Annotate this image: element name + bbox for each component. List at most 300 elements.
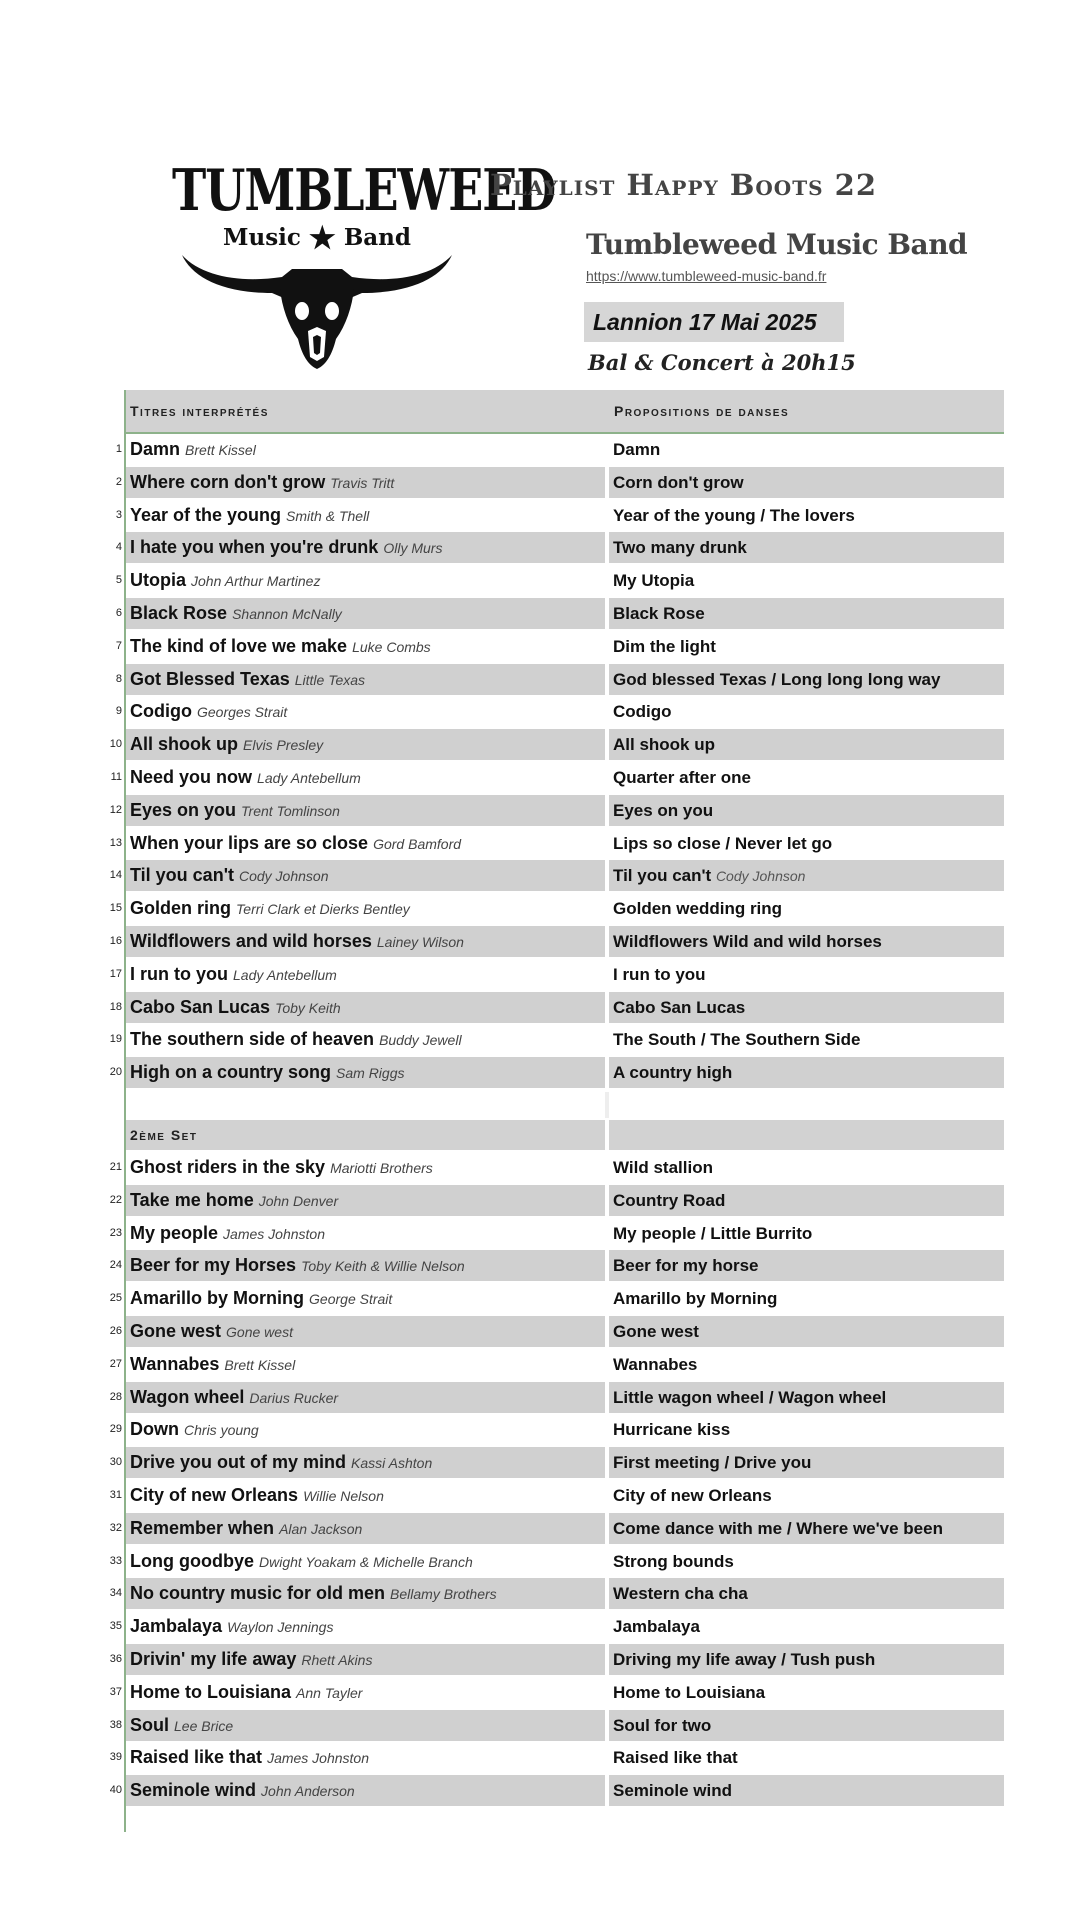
song-title [130, 434, 256, 466]
dance-proposal [613, 1611, 700, 1642]
band-logo [172, 155, 556, 370]
song-artist: Trent Tomlinson [241, 802, 340, 819]
dance-name: All shook up [613, 735, 715, 755]
row-number: 23 [109, 1226, 122, 1239]
dance-proposal [613, 926, 882, 957]
dance-proposal [613, 1152, 713, 1183]
table-row [100, 631, 1004, 662]
table-row [100, 729, 1004, 760]
row-number: 36 [109, 1653, 122, 1665]
song-artist: Sam Riggs [336, 1065, 405, 1082]
song-artist: Kassi Ashton [351, 1455, 433, 1472]
song-name: Codigo [130, 701, 192, 722]
band-website-link[interactable]: https://www.tumbleweed-music-band.fr [586, 268, 827, 284]
table-row [100, 696, 1004, 727]
dance-proposal [613, 565, 694, 596]
song-artist: Lady Antebellum [257, 770, 361, 786]
column-divider [605, 1447, 609, 1478]
row-number: 31 [109, 1489, 122, 1501]
song-artist: Willie Nelson [303, 1488, 384, 1504]
table-row [100, 1152, 1004, 1183]
table-row [100, 1546, 1004, 1577]
row-number: 38 [109, 1718, 122, 1731]
song-name: Where corn don't grow [130, 471, 326, 492]
row-number: 3 [115, 508, 122, 521]
dance-name: Amarillo by Morning [613, 1289, 778, 1309]
column-header-dances: Propositions de danses [614, 403, 790, 419]
song-title [130, 1611, 333, 1643]
row-number: 22 [109, 1193, 122, 1206]
dance-name: City of new Orleans [613, 1486, 772, 1505]
song-title [130, 828, 461, 860]
table-row [100, 1644, 1004, 1675]
song-title [130, 532, 442, 564]
column-divider [605, 1120, 609, 1150]
column-divider [605, 1644, 609, 1675]
row-number: 26 [109, 1325, 122, 1337]
column-divider [605, 1775, 609, 1806]
column-divider [605, 1092, 609, 1118]
song-artist: Mariotti Brothers [330, 1160, 433, 1176]
table-header-rule [124, 432, 1004, 434]
table-vertical-rule [124, 390, 126, 1832]
row-number: 24 [109, 1259, 122, 1272]
song-title [130, 631, 431, 663]
column-divider [605, 959, 609, 990]
dance-proposal [613, 828, 832, 859]
table-row [100, 1710, 1004, 1741]
song-artist: Olly Murs [383, 540, 443, 557]
event-text: Lannion 17 Mai 2025 [593, 309, 817, 335]
dance-proposal [613, 795, 713, 826]
song-name: Long goodbye [130, 1550, 254, 1571]
dance-artist: Cody Johnson [715, 868, 806, 885]
dance-proposal [613, 1057, 732, 1088]
table-row [100, 1185, 1004, 1216]
row-number: 21 [109, 1161, 122, 1173]
song-name: I hate you when you're drunk [130, 537, 379, 558]
song-title [130, 893, 410, 925]
song-title [130, 664, 365, 696]
column-divider [605, 532, 609, 563]
row-number: 28 [109, 1390, 122, 1403]
row-number: 6 [115, 607, 122, 619]
dance-proposal [613, 1414, 730, 1445]
song-artist: Brett Kissel [185, 442, 256, 458]
table-row [100, 762, 1004, 793]
song-artist: Gone west [226, 1324, 293, 1340]
dance-proposal [613, 532, 747, 563]
table-row [100, 500, 1004, 531]
table-row [100, 893, 1004, 924]
row-number: 40 [109, 1784, 122, 1797]
dance-name: Wannabes [613, 1354, 698, 1374]
table-row [100, 532, 1004, 563]
column-divider [605, 1382, 609, 1413]
song-artist: Lady Antebellum [233, 966, 337, 983]
song-artist: Luke Combs [352, 638, 431, 655]
dance-proposal [613, 1185, 725, 1216]
song-title [130, 1546, 473, 1578]
song-artist: Bellamy Brothers [390, 1586, 497, 1603]
dance-proposal [613, 696, 672, 727]
song-title [130, 860, 329, 892]
song-name: I run to you [130, 963, 228, 984]
row-number: 13 [109, 836, 122, 849]
column-divider [605, 893, 609, 924]
dance-proposal [613, 1775, 732, 1806]
song-title [130, 1578, 497, 1610]
song-name: The kind of love we make [130, 635, 348, 656]
song-artist: Rhett Akins [301, 1652, 373, 1668]
logo-brand-text: TUMBLEWEED [172, 156, 556, 224]
table-row [100, 1447, 1004, 1478]
dance-name: Lips so close / Never let go [613, 833, 833, 853]
song-title [130, 992, 341, 1024]
set-2-label: 2ème Set [130, 1127, 198, 1143]
star-icon: ★ [308, 221, 336, 256]
song-name: Eyes on you [130, 799, 237, 820]
column-divider [605, 1057, 609, 1088]
song-artist: Elvis Presley [243, 737, 324, 754]
dance-name: Gone west [613, 1322, 699, 1341]
dance-proposal [613, 434, 660, 465]
song-title [130, 500, 369, 532]
dance-name: I run to you [613, 964, 706, 984]
table-row [100, 860, 1004, 891]
column-header-titles: Titres interprétés [130, 403, 269, 419]
row-background [126, 1710, 1004, 1741]
table-row [100, 1513, 1004, 1544]
dance-name: Wild stallion [613, 1158, 713, 1177]
dance-name: My people / Little Burrito [613, 1223, 813, 1243]
dance-name: Til you can't [613, 866, 712, 886]
row-number: 17 [109, 967, 122, 980]
dance-name: Jambalaya [613, 1617, 700, 1637]
song-name: Beer for my Horses [130, 1255, 297, 1276]
column-divider [605, 1218, 609, 1249]
song-title [130, 1677, 362, 1709]
song-name: Utopia [130, 570, 186, 591]
table-row [100, 1218, 1004, 1249]
song-artist: James Johnston [267, 1750, 370, 1767]
dance-name: Little wagon wheel / Wagon wheel [613, 1387, 887, 1407]
column-divider [605, 1250, 609, 1281]
song-title [130, 1382, 338, 1414]
column-divider [605, 1024, 609, 1055]
column-divider [605, 729, 609, 760]
song-name: Seminole wind [130, 1780, 257, 1801]
dance-name: Codigo [613, 702, 672, 722]
column-divider [605, 860, 609, 891]
song-name: High on a country song [130, 1062, 331, 1083]
column-divider [605, 1578, 609, 1609]
song-title [130, 1742, 369, 1774]
dance-proposal [613, 500, 855, 531]
dance-name: Driving my life away / Tush push [613, 1650, 876, 1669]
song-artist: Waylon Jennings [227, 1619, 334, 1636]
song-name: Wannabes [130, 1353, 220, 1374]
dance-name: Two many drunk [613, 538, 747, 558]
song-title [130, 1414, 259, 1446]
song-title [130, 1316, 293, 1348]
dance-proposal [613, 729, 715, 760]
song-name: Ghost riders in the sky [130, 1157, 326, 1177]
page-title: Playlist Happy Boots 22 [490, 168, 878, 202]
song-artist: Lee Brice [174, 1717, 234, 1734]
row-number: 30 [109, 1456, 122, 1469]
song-name: City of new Orleans [130, 1485, 299, 1505]
dance-proposal [613, 860, 805, 892]
song-title [130, 1250, 465, 1282]
column-divider [605, 631, 609, 662]
song-artist: Brett Kissel [224, 1356, 296, 1373]
dance-name: Soul for two [613, 1715, 712, 1735]
song-artist: George Strait [309, 1291, 393, 1308]
dance-proposal [613, 762, 751, 793]
dance-proposal [613, 1382, 886, 1413]
table-row [100, 1316, 1004, 1347]
row-number: 33 [109, 1554, 122, 1567]
song-name: Til you can't [130, 865, 234, 886]
table-row [100, 598, 1004, 629]
song-artist: Gord Bamford [373, 835, 462, 852]
dance-proposal [613, 1644, 875, 1675]
dance-proposal [613, 1283, 777, 1314]
song-name: Home to Louisiana [130, 1681, 292, 1702]
dance-name: Hurricane kiss [613, 1420, 731, 1440]
column-divider [605, 500, 609, 531]
song-name: Soul [130, 1714, 169, 1735]
table-row [100, 1349, 1004, 1380]
song-title [130, 1447, 432, 1479]
song-name: Drivin' my life away [130, 1649, 297, 1669]
row-number: 2 [115, 475, 122, 488]
row-number: 34 [109, 1587, 122, 1600]
row-number: 15 [109, 902, 122, 915]
song-title [130, 959, 337, 991]
dance-name: The South / The Southern Side [613, 1030, 861, 1050]
dance-proposal [613, 1677, 765, 1708]
song-artist: John Arthur Martinez [191, 573, 321, 590]
song-artist: Dwight Yoakam & Michelle Branch [259, 1553, 473, 1570]
song-title [130, 598, 342, 630]
song-title [130, 565, 320, 597]
song-name: When your lips are so close [130, 832, 369, 853]
song-title [130, 1024, 462, 1056]
dance-name: Dim the light [613, 636, 716, 656]
song-name: Jambalaya [130, 1616, 223, 1637]
row-number: 11 [110, 771, 122, 783]
table-row [100, 1775, 1004, 1806]
song-artist: Ann Tayler [296, 1684, 363, 1701]
song-artist: Chris young [184, 1422, 259, 1439]
song-title [130, 1480, 384, 1512]
dance-proposal [613, 1546, 734, 1577]
song-artist: James Johnston [223, 1225, 325, 1242]
dance-proposal [613, 598, 705, 629]
table-row [100, 1578, 1004, 1609]
song-title [130, 1283, 392, 1315]
set-2-header [100, 1120, 1004, 1150]
song-name: Wagon wheel [130, 1386, 245, 1407]
song-name: The southern side of heaven [130, 1029, 375, 1050]
row-number: 8 [115, 672, 122, 685]
dance-proposal [613, 1250, 759, 1281]
column-divider [605, 795, 609, 826]
table-row [100, 1611, 1004, 1642]
song-name: Golden ring [130, 898, 231, 919]
table-row [100, 1414, 1004, 1445]
dance-name: Seminole wind [613, 1781, 733, 1801]
song-title [130, 1349, 295, 1381]
column-divider [605, 1480, 609, 1511]
table-row [100, 434, 1004, 465]
song-title [130, 762, 361, 794]
table-row [100, 1742, 1004, 1773]
column-divider [605, 434, 609, 465]
dance-name: Damn [613, 440, 661, 459]
dance-proposal [613, 1349, 697, 1380]
song-artist: Alan Jackson [279, 1520, 363, 1537]
song-artist: Georges Strait [197, 704, 288, 721]
dance-name: Year of the young / The lovers [613, 505, 855, 525]
song-title [130, 1152, 433, 1184]
song-title [130, 1185, 338, 1217]
dance-name: Corn don't grow [613, 472, 744, 492]
column-divider [605, 1546, 609, 1577]
table-row [100, 828, 1004, 859]
row-number: 5 [115, 574, 122, 587]
column-divider [605, 1316, 609, 1347]
row-number: 32 [109, 1521, 122, 1534]
dance-name: Western cha cha [613, 1584, 748, 1604]
dance-name: Wildflowers Wild and wild horses [613, 932, 882, 951]
song-artist: Lainey Wilson [376, 934, 464, 950]
dance-name: Raised like that [613, 1748, 738, 1768]
dance-proposal [613, 1710, 711, 1741]
table-row [100, 1382, 1004, 1413]
logo-sub-left: Music [223, 224, 301, 251]
row-number: 37 [109, 1685, 122, 1698]
song-name: Raised like that [130, 1747, 263, 1768]
row-number: 9 [115, 705, 122, 718]
dance-proposal [613, 1316, 699, 1347]
concert-time: Bal & Concert à 20h15 [588, 350, 856, 375]
song-artist: Buddy Jewell [379, 1032, 462, 1049]
song-artist: Smith & Thell [286, 507, 370, 524]
song-name: Year of the young [130, 504, 282, 525]
row-number: 35 [109, 1620, 122, 1633]
column-divider [605, 664, 609, 695]
dance-proposal [613, 1742, 738, 1773]
row-number: 10 [109, 738, 122, 751]
table-header [124, 390, 1004, 432]
song-name: Remember when [130, 1517, 275, 1538]
song-artist: Toby Keith & Willie Nelson [301, 1258, 465, 1275]
table-row [100, 1057, 1004, 1088]
column-divider [605, 926, 609, 957]
table-row [100, 565, 1004, 596]
row-number: 7 [115, 639, 122, 652]
dance-name: A country high [613, 1063, 733, 1083]
row-number: 19 [109, 1033, 122, 1046]
song-name: All shook up [130, 734, 238, 755]
table-row [100, 1283, 1004, 1314]
dance-name: Cabo San Lucas [613, 997, 746, 1017]
dance-proposal [613, 467, 744, 498]
column-divider [605, 992, 609, 1023]
song-title [130, 795, 340, 827]
table-spacer-row [100, 1092, 1004, 1118]
song-name: Black Rose [130, 603, 228, 623]
column-divider [605, 1677, 609, 1708]
dance-name: God blessed Texas / Long long long way [613, 669, 941, 689]
dance-name: My Utopia [613, 571, 695, 591]
song-name: Down [130, 1419, 179, 1440]
row-number: 39 [109, 1751, 122, 1764]
dance-proposal [613, 1578, 748, 1609]
song-title [130, 1513, 362, 1545]
row-number: 4 [115, 541, 122, 554]
table-row [100, 959, 1004, 990]
table-row [100, 664, 1004, 695]
song-title [130, 1057, 404, 1089]
song-title [130, 1218, 325, 1250]
song-name: Amarillo by Morning [130, 1288, 305, 1309]
table-row [100, 926, 1004, 957]
longhorn-skull-icon [172, 247, 462, 372]
column-divider [605, 1152, 609, 1183]
table-row [100, 467, 1004, 498]
table-row [100, 992, 1004, 1023]
dance-proposal [613, 959, 706, 990]
dance-proposal [613, 893, 782, 924]
dance-proposal [613, 1218, 812, 1249]
dance-name: Country Road [613, 1190, 726, 1210]
song-artist: Toby Keith [275, 999, 341, 1016]
dance-name: Home to Louisiana [613, 1682, 766, 1702]
table-row [100, 1480, 1004, 1511]
song-title [130, 696, 287, 728]
row-number: 16 [109, 935, 122, 947]
song-name: Need you now [130, 767, 253, 787]
band-name: Tumbleweed Music Band [586, 228, 968, 261]
table-row [100, 1024, 1004, 1055]
song-artist: Darius Rucker [249, 1389, 339, 1406]
row-background [126, 1120, 1004, 1150]
column-divider [605, 828, 609, 859]
row-number: 1 [115, 443, 122, 455]
song-name: Wildflowers and wild horses [130, 931, 372, 951]
logo-sub-right: Band [343, 224, 411, 251]
song-title [130, 467, 394, 499]
column-divider [605, 1185, 609, 1216]
song-artist: Travis Tritt [330, 474, 395, 491]
song-title [130, 1644, 372, 1676]
song-name: Drive you out of my mind [130, 1452, 347, 1473]
table-row [100, 1677, 1004, 1708]
dance-name: Beer for my horse [613, 1256, 759, 1276]
dance-proposal [613, 992, 745, 1023]
song-name: No country music for old men [130, 1583, 386, 1604]
dance-name: Strong bounds [613, 1551, 734, 1571]
song-name: Take me home [130, 1189, 254, 1210]
dance-name: Golden wedding ring [613, 899, 783, 919]
song-name: Cabo San Lucas [130, 996, 271, 1017]
column-divider [605, 1513, 609, 1544]
column-divider [605, 1283, 609, 1314]
